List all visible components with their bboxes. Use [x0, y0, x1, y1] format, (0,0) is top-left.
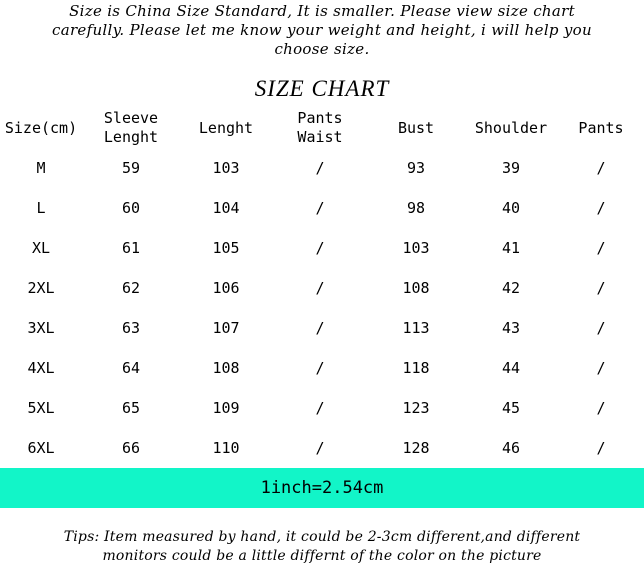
- header-pants-waist: Pants Waist: [297, 109, 343, 146]
- cell-size: 4XL: [27, 359, 55, 377]
- chart-title: SIZE CHART: [254, 76, 390, 101]
- cell-pants: /: [596, 199, 606, 217]
- cell-sleeve-length: 61: [121, 239, 141, 257]
- cell-pants-waist: /: [315, 239, 325, 257]
- cell-sleeve-length: 64: [121, 359, 141, 377]
- cell-length: 104: [212, 199, 240, 217]
- cell-pants-waist: /: [315, 159, 325, 177]
- cell-size: 5XL: [27, 399, 55, 417]
- cell-length: 105: [212, 239, 240, 257]
- cell-shoulder: 46: [501, 439, 521, 457]
- table-row: [0, 388, 644, 428]
- cell-shoulder: 44: [501, 359, 521, 377]
- cell-bust: 103: [402, 239, 430, 257]
- cell-pants: /: [596, 159, 606, 177]
- cell-bust: 118: [402, 359, 430, 377]
- cell-shoulder: 43: [501, 319, 521, 337]
- header-length: Lenght: [198, 118, 254, 137]
- cell-bust: 128: [402, 439, 430, 457]
- table-row: [0, 148, 644, 188]
- cell-pants: /: [596, 279, 606, 297]
- cell-pants-waist: /: [315, 399, 325, 417]
- cell-sleeve-length: 65: [121, 399, 141, 417]
- size-notice: [0, 2, 644, 59]
- table-row: [0, 228, 644, 268]
- cell-sleeve-length: 66: [121, 439, 141, 457]
- cell-bust: 108: [402, 279, 430, 297]
- cell-bust: 113: [402, 319, 430, 337]
- notice-line-1: Size is China Size Standard, It is smaller. Please view size chart: [69, 2, 575, 20]
- header-pants: Pants: [578, 118, 624, 137]
- table-row: [0, 188, 644, 228]
- header-shoulder: Shoulder: [474, 118, 548, 137]
- cell-length: 107: [212, 319, 240, 337]
- cell-shoulder: 42: [501, 279, 521, 297]
- cell-pants: /: [596, 239, 606, 257]
- cell-bust: 123: [402, 399, 430, 417]
- cell-pants-waist: /: [315, 319, 325, 337]
- cell-length: 106: [212, 279, 240, 297]
- header-sleeve-length: Sleeve Lenght: [103, 109, 159, 146]
- cell-pants-waist: /: [315, 199, 325, 217]
- table-row: [0, 308, 644, 348]
- cell-pants: /: [596, 359, 606, 377]
- cell-pants-waist: /: [315, 279, 325, 297]
- unit-conversion-banner: [0, 468, 644, 508]
- cell-pants-waist: /: [315, 359, 325, 377]
- unit-conversion-text: 1inch=2.54cm: [260, 478, 384, 498]
- cell-size: L: [36, 199, 46, 217]
- cell-sleeve-length: 63: [121, 319, 141, 337]
- cell-size: M: [36, 159, 46, 177]
- cell-size: 6XL: [27, 439, 55, 457]
- cell-size: XL: [31, 239, 51, 257]
- cell-bust: 98: [406, 199, 426, 217]
- table-row: [0, 268, 644, 308]
- cell-size: 3XL: [27, 319, 55, 337]
- cell-sleeve-length: 60: [121, 199, 141, 217]
- cell-shoulder: 45: [501, 399, 521, 417]
- cell-shoulder: 41: [501, 239, 521, 257]
- cell-sleeve-length: 59: [121, 159, 141, 177]
- notice-line-3: choose size.: [274, 40, 370, 58]
- cell-pants: /: [596, 319, 606, 337]
- tips-note: [0, 528, 644, 566]
- notice-line-2: carefully. Please let me know your weight and height, i will help you: [52, 21, 592, 39]
- cell-pants: /: [596, 399, 606, 417]
- cell-shoulder: 40: [501, 199, 521, 217]
- size-table: [0, 108, 644, 468]
- cell-shoulder: 39: [501, 159, 521, 177]
- cell-bust: 93: [406, 159, 426, 177]
- cell-sleeve-length: 62: [121, 279, 141, 297]
- tips-line-2: monitors could be a little differnt of the color on the picture: [102, 548, 542, 564]
- cell-pants-waist: /: [315, 439, 325, 457]
- table-row: [0, 428, 644, 468]
- cell-length: 110: [212, 439, 240, 457]
- table-row: [0, 348, 644, 388]
- cell-size: 2XL: [27, 279, 55, 297]
- table-header-row: [0, 108, 644, 148]
- cell-length: 108: [212, 359, 240, 377]
- tips-line-1: Tips: Item measured by hand, it could be 2-3cm different,and different: [63, 529, 581, 545]
- cell-length: 109: [212, 399, 240, 417]
- cell-pants: /: [596, 439, 606, 457]
- cell-length: 103: [212, 159, 240, 177]
- header-bust: Bust: [397, 118, 435, 137]
- header-size: Size(cm): [4, 118, 78, 137]
